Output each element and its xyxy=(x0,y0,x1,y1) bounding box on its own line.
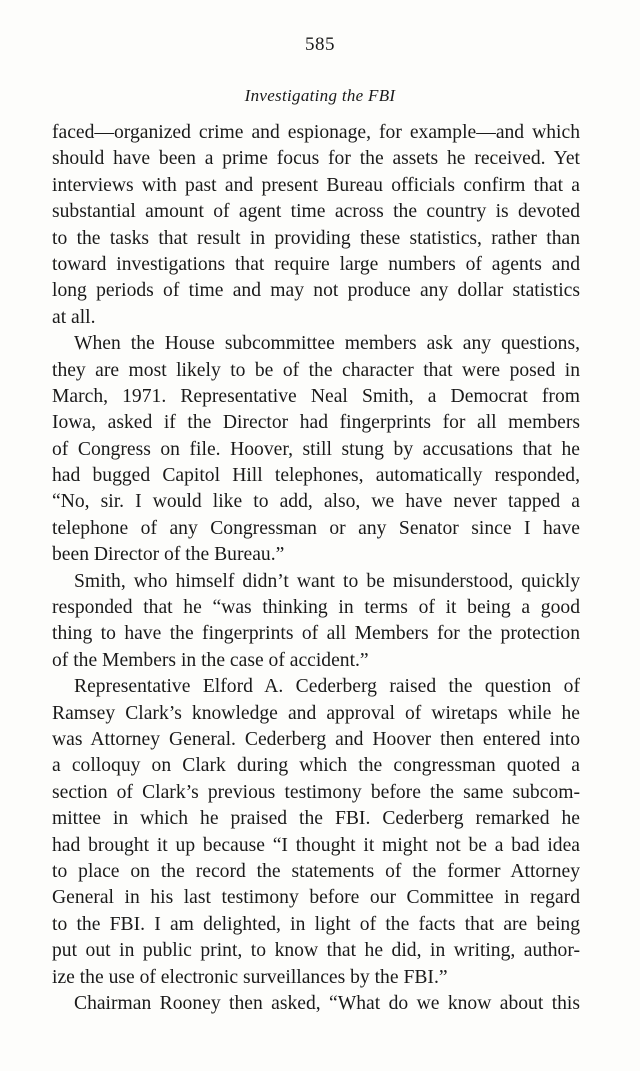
text-line: When the House subcommittee members ask any questions, xyxy=(74,333,580,355)
text-line: thing to have the fingerprints of all Members for the protection xyxy=(52,623,580,645)
text-line: long periods of time and may not produce any dollar statistics xyxy=(52,280,580,302)
text-line: Iowa, asked if the Director had fingerprints for all members xyxy=(52,412,580,434)
page-number: 585 xyxy=(305,34,335,55)
text-line: responded that he “was thinking in terms of it being a good xyxy=(52,597,580,619)
text-line: of the Members in the case of accident.” xyxy=(52,649,369,671)
text-line: of Congress on file. Hoover, still stung by accusations that he xyxy=(52,438,580,460)
text-line: toward investigations that require large numbers of agents and xyxy=(52,253,580,275)
text-line: at all. xyxy=(52,306,96,328)
text-line: been Director of the Bureau.” xyxy=(52,544,285,566)
text-line: March, 1971. Representative Neal Smith, a Democrat from xyxy=(52,385,580,407)
text-line: telephone of any Congressman or any Senator since I have xyxy=(52,517,580,539)
text-line: should have been a prime focus for the assets he received. Yet xyxy=(52,148,580,170)
text-line: substantial amount of agent time across the country is devoted xyxy=(52,201,580,223)
text-line: to place on the record the statements of the former Attorney xyxy=(52,860,580,882)
text-line: had bugged Capitol Hill telephones, automatically responded, xyxy=(52,465,580,487)
text-line: a colloquy on Clark during which the congressman quoted a xyxy=(52,755,580,777)
text-line: section of Clark’s previous testimony before the same subcom- xyxy=(52,781,580,803)
text-line: interviews with past and present Bureau officials confirm that a xyxy=(52,174,580,196)
text-line: General in his last testimony before our Committee in regard xyxy=(52,887,580,909)
text-line: “No, sir. I would like to add, also, we have never tapped a xyxy=(52,491,580,513)
text-line: was Attorney General. Cederberg and Hoover then entered into xyxy=(52,728,580,750)
text-line: ize the use of electronic surveillances by the FBI.” xyxy=(52,966,448,988)
text-line: Smith, who himself didn’t want to be misunderstood, quickly xyxy=(74,570,580,592)
body-text xyxy=(52,120,580,1017)
text-line: faced—organized crime and espionage, for example—and which xyxy=(52,122,580,143)
text-line: had brought it up because “I thought it might not be a bad idea xyxy=(52,834,580,856)
text-line: Chairman Rooney then asked, “What do we know about this xyxy=(74,992,580,1014)
text-line: to the FBI. I am delighted, in light of the facts that are being xyxy=(52,913,580,935)
text-line: Ramsey Clark’s knowledge and approval of wiretaps while he xyxy=(52,702,580,724)
text-line: Representative Elford A. Cederberg raised the question of xyxy=(74,676,580,698)
text-line: mittee in which he praised the FBI. Cederberg remarked he xyxy=(52,808,580,830)
text-line: they are most likely to be of the character that were posed in xyxy=(52,359,580,381)
text-line: to the tasks that result in providing these statistics, rather than xyxy=(52,227,580,249)
running-head: Investigating the FBI xyxy=(244,86,396,105)
text-line: put out in public print, to know that he did, in writing, author- xyxy=(52,940,580,962)
